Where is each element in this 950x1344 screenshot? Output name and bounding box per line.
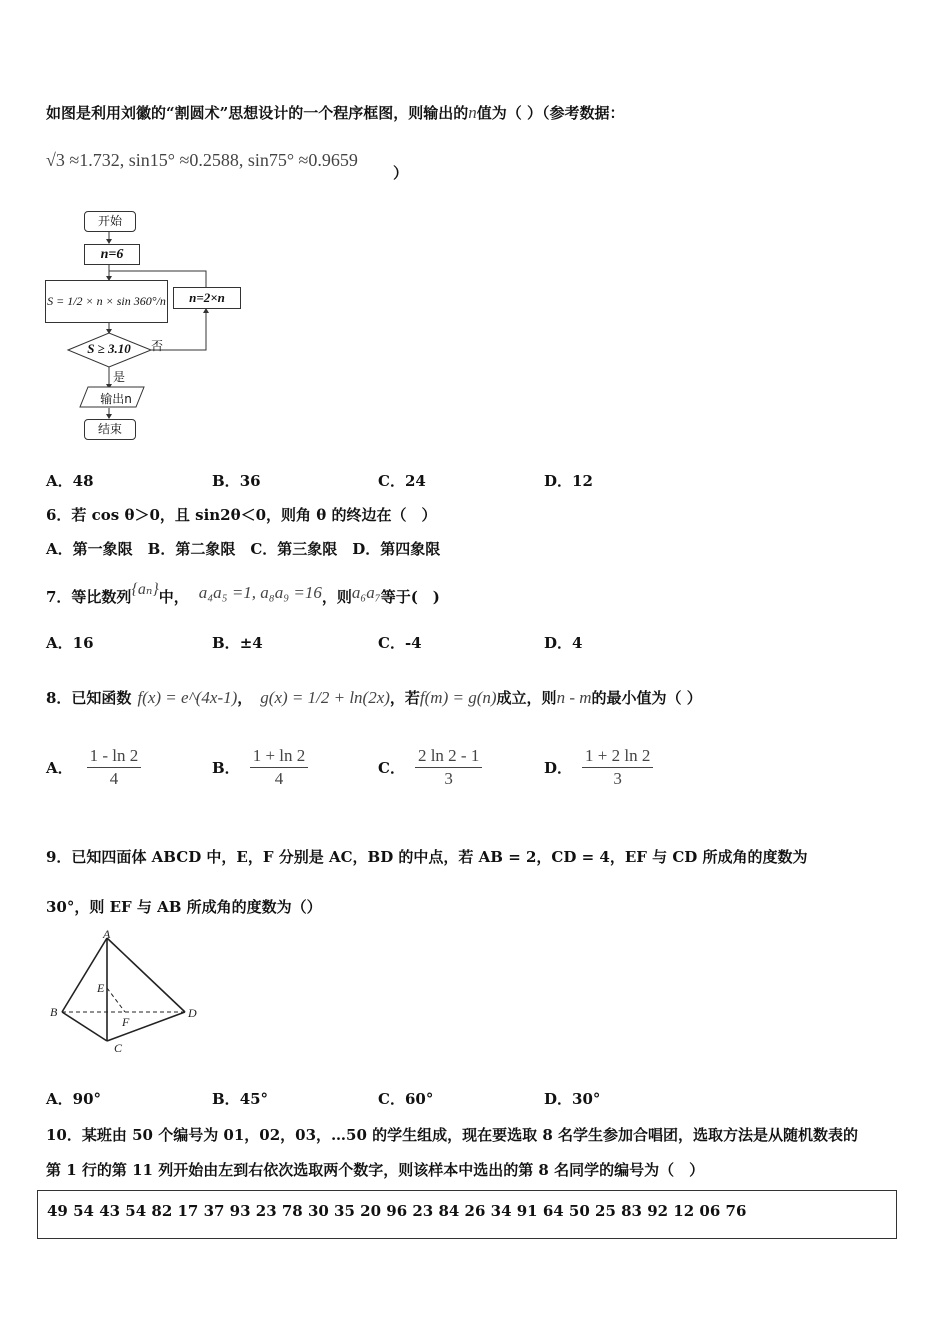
q8-stem: 8．已知函数 f(x) = e^(4x-1)， g(x) = 1/2 + ln(2x)，若f(m) = g(n)成立，则n - m的最小值为（ ） — [46, 688, 702, 707]
flowchart — [40, 205, 260, 445]
q9-stem-line1: 9．已知四面体 ABCD 中，E，F 分别是 AC，BD 的中点，若 AB = 2，CD = 4，EF 与 CD 所成角的度数为 — [46, 848, 808, 866]
vertex-label-b: B — [50, 1005, 58, 1019]
q5-stem: 如图是利用刘徽的“割圆术”思想设计的一个程序框图，则输出的n值为（ ）（参考数据： — [46, 103, 625, 122]
q8-option-d: D． $\frac{1 + 2 \ln 2}{3}$ — [544, 745, 653, 790]
q9-options: A．90° B．45° C．60° D．30° — [46, 1090, 601, 1108]
flowchart-output: 输出n — [100, 392, 132, 406]
flowchart-start: 开始 — [84, 211, 136, 232]
vertex-label-d: D — [188, 1006, 197, 1020]
q7-stem: 7．等比数列{aₙ}中， a₄a₅ =1, a₈a₉ =16，则a₆a₇等于( ) — [46, 581, 440, 606]
q5-options: A．48 B．36 C．24 D．12 — [46, 472, 593, 490]
midpoint-label-f: F — [122, 1015, 130, 1029]
q8-options — [46, 745, 653, 790]
random-number-row: 49 54 43 54 82 17 37 93 23 78 30 35 20 96 23 84 26 34 91 64 50 25 83 92 12 06 76 — [47, 1202, 747, 1220]
flowchart-formula: S = 1/2 × n × sin 360°/n — [45, 280, 168, 323]
flowchart-condition: S ≥ 3.10 — [87, 341, 131, 356]
q5-close-paren: ） — [393, 164, 409, 182]
random-number-table — [37, 1190, 897, 1239]
q7-options: A．16 B．±4 C．-4 D．4 — [46, 634, 583, 652]
q10-stem-line1: 10．某班由 50 个编号为 01，02，03，…50 的学生组成，现在要选取 8 名学生参加合唱团，选取方法是从随机数表的 — [46, 1126, 859, 1144]
flowchart-init: n=6 — [84, 244, 140, 265]
q8-option-a: A． $\frac{1 - \ln 2}{4}$ — [46, 745, 212, 790]
q8-option-b: B． $\frac{1 + \ln 2}{4}$ — [212, 745, 378, 790]
midpoint-label-e: E — [97, 981, 105, 995]
vertex-label-c: C — [114, 1041, 123, 1055]
flowchart-end: 结束 — [84, 419, 136, 440]
flowchart-connectors — [40, 205, 260, 445]
q6-options: A．第一象限 B．第二象限 C．第三象限 D．第四象限 — [46, 540, 441, 558]
tetrahedron-figure — [45, 928, 215, 1058]
flowchart-update: n=2×n — [173, 287, 241, 309]
q8-option-c: C． $\frac{2 \ln 2 - 1}{3}$ — [378, 745, 544, 790]
q10-stem-line2: 第 1 行的第 11 列开始由左到右依次选取两个数字，则该样本中选出的第 8 名同学的编号为（ ） — [46, 1161, 705, 1179]
vertex-label-a: A — [103, 928, 111, 941]
q6-stem: 6．若 cos θ＞0，且 sin2θ＜0，则角 θ 的终边在（ ） — [46, 506, 437, 524]
q5-reference-data: √3 ≈1.732, sin15° ≈0.2588, sin75° ≈0.9659 — [46, 150, 358, 170]
q9-stem-line2: 30°，则 EF 与 AB 所成角的度数为（） — [46, 898, 322, 916]
flowchart-no-label: 否 — [151, 339, 164, 353]
flowchart-yes-label: 是 — [113, 370, 126, 384]
